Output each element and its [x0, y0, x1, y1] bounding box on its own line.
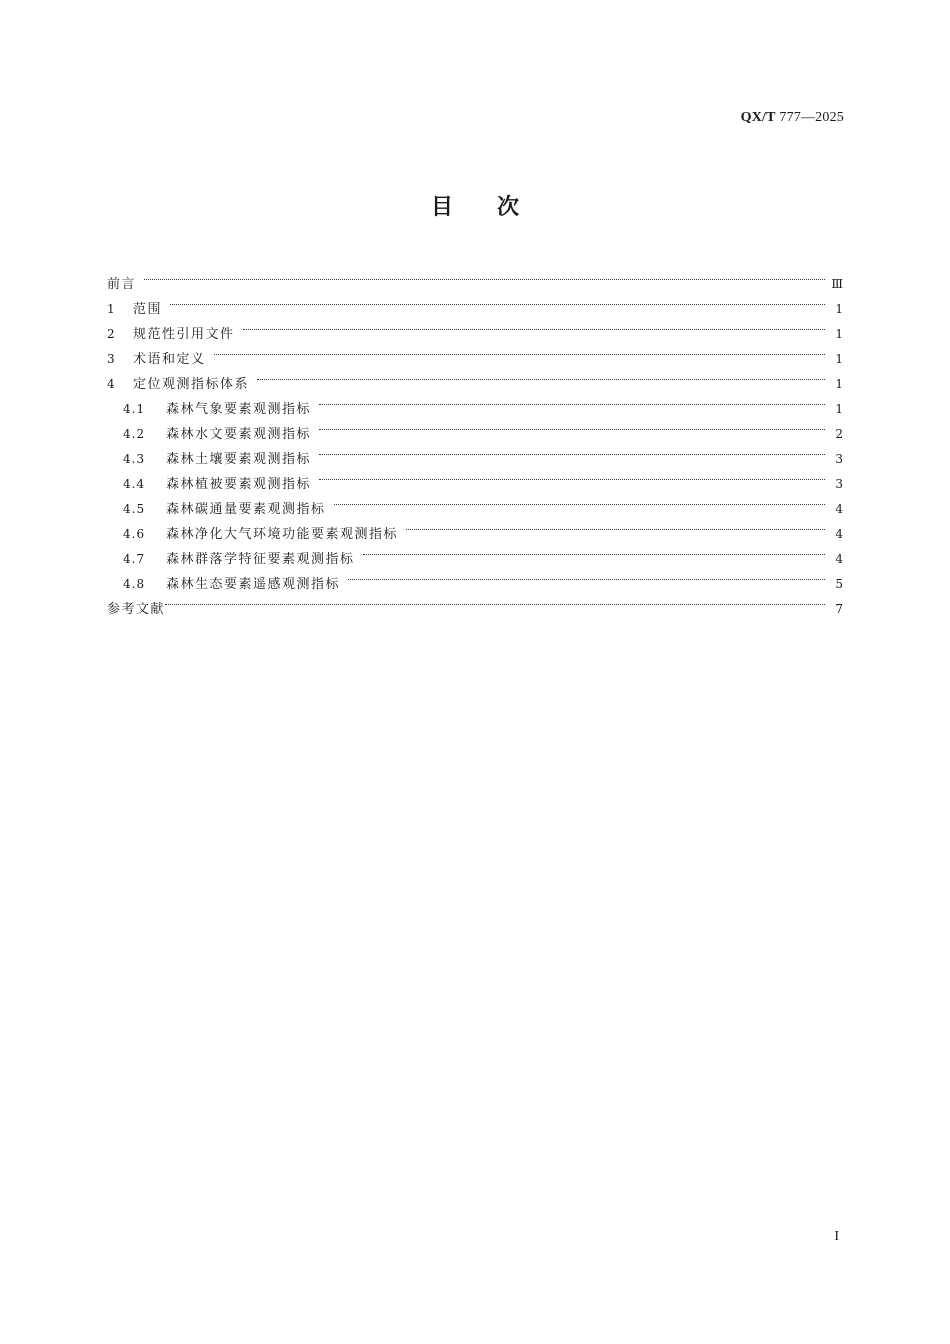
toc-entry-number: 4.4	[123, 477, 146, 491]
toc-entry-label: 规范性引用文件	[133, 327, 235, 342]
toc-entry-page: 1	[835, 352, 843, 366]
toc-entry-page: 4	[835, 502, 843, 516]
toc-entry-references[interactable]	[107, 588, 843, 617]
toc-entry-4[interactable]	[107, 363, 843, 392]
toc-entry-label: 森林土壤要素观测指标	[166, 452, 312, 467]
document-code-prefix: QX/T	[740, 110, 776, 125]
toc-entry-label: 参考文献	[107, 602, 166, 617]
toc-entry-page: 1	[835, 327, 843, 341]
page-title: 目次	[430, 195, 563, 220]
toc-entry-number: 4.7	[123, 552, 146, 566]
toc-entry-3[interactable]	[107, 338, 843, 367]
toc-entry-number: 4.3	[123, 452, 146, 466]
toc-entry-number: 4.6	[123, 527, 146, 541]
toc-entry-number: 4.8	[123, 577, 146, 591]
toc-entry-foreword[interactable]	[107, 263, 843, 292]
toc-entry-label: 定位观测指标体系	[133, 377, 250, 392]
toc-leader-dots	[319, 438, 825, 463]
toc-leader-dots	[144, 263, 825, 288]
toc-entry-label: 森林群落学特征要素观测指标	[166, 552, 355, 567]
toc-leader-dots	[319, 388, 825, 413]
toc-entry-page: 1	[835, 377, 843, 391]
toc-leader-dots	[334, 488, 825, 513]
toc-leader-dots	[348, 563, 825, 588]
toc-entry-page: 5	[835, 577, 843, 591]
toc-leader-dots	[319, 413, 825, 438]
toc-entry-2[interactable]	[107, 313, 843, 342]
toc-leader-dots	[214, 338, 825, 363]
toc-leader-dots	[406, 513, 825, 538]
toc-leader-dots	[165, 588, 825, 613]
toc-leader-dots	[257, 363, 825, 388]
toc-entry-page: 2	[835, 427, 843, 441]
toc-entry-number: 4.1	[123, 402, 146, 416]
toc-entry-label: 森林碳通量要素观测指标	[166, 502, 326, 517]
toc-entry-label: 森林植被要素观测指标	[166, 477, 312, 492]
toc-entry-label: 森林水文要素观测指标	[166, 427, 312, 442]
toc-entry-page: 1	[835, 302, 843, 316]
toc-entry-page: 7	[835, 602, 843, 616]
toc-entry-number: 4	[107, 377, 115, 391]
toc-entry-label: 范围	[133, 302, 163, 317]
toc-leader-dots	[319, 463, 825, 488]
toc-entry-page: 4	[835, 527, 843, 541]
toc-leader-dots	[170, 288, 825, 313]
toc-entry-page: 4	[835, 552, 843, 566]
toc-entry-label: 森林净化大气环境功能要素观测指标	[166, 527, 399, 542]
toc-leader-dots	[243, 313, 825, 338]
toc-entry-page: 1	[835, 402, 843, 416]
toc-entry-label: 森林生态要素遥感观测指标	[166, 577, 341, 592]
toc-entry-page: 3	[835, 452, 843, 466]
document-code	[741, 110, 844, 126]
toc-entry-label: 术语和定义	[133, 352, 206, 367]
toc-entry-number: 3	[107, 352, 115, 366]
document-code-number: 777—2025	[775, 110, 844, 125]
toc-entry-1[interactable]	[107, 288, 843, 317]
toc-entry-label: 森林气象要素观测指标	[166, 402, 312, 417]
toc-entry-page: 3	[835, 477, 843, 491]
toc-entry-number: 4.5	[123, 502, 146, 516]
toc-entry-number: 2	[107, 327, 115, 341]
page-number: I	[834, 1229, 839, 1244]
toc-entry-number: 1	[107, 302, 115, 316]
toc-leader-dots	[363, 538, 825, 563]
table-of-contents	[107, 263, 843, 617]
toc-entry-page: Ⅲ	[831, 277, 843, 291]
toc-entry-number: 4.2	[123, 427, 146, 441]
toc-entry-label: 前言	[107, 277, 137, 292]
